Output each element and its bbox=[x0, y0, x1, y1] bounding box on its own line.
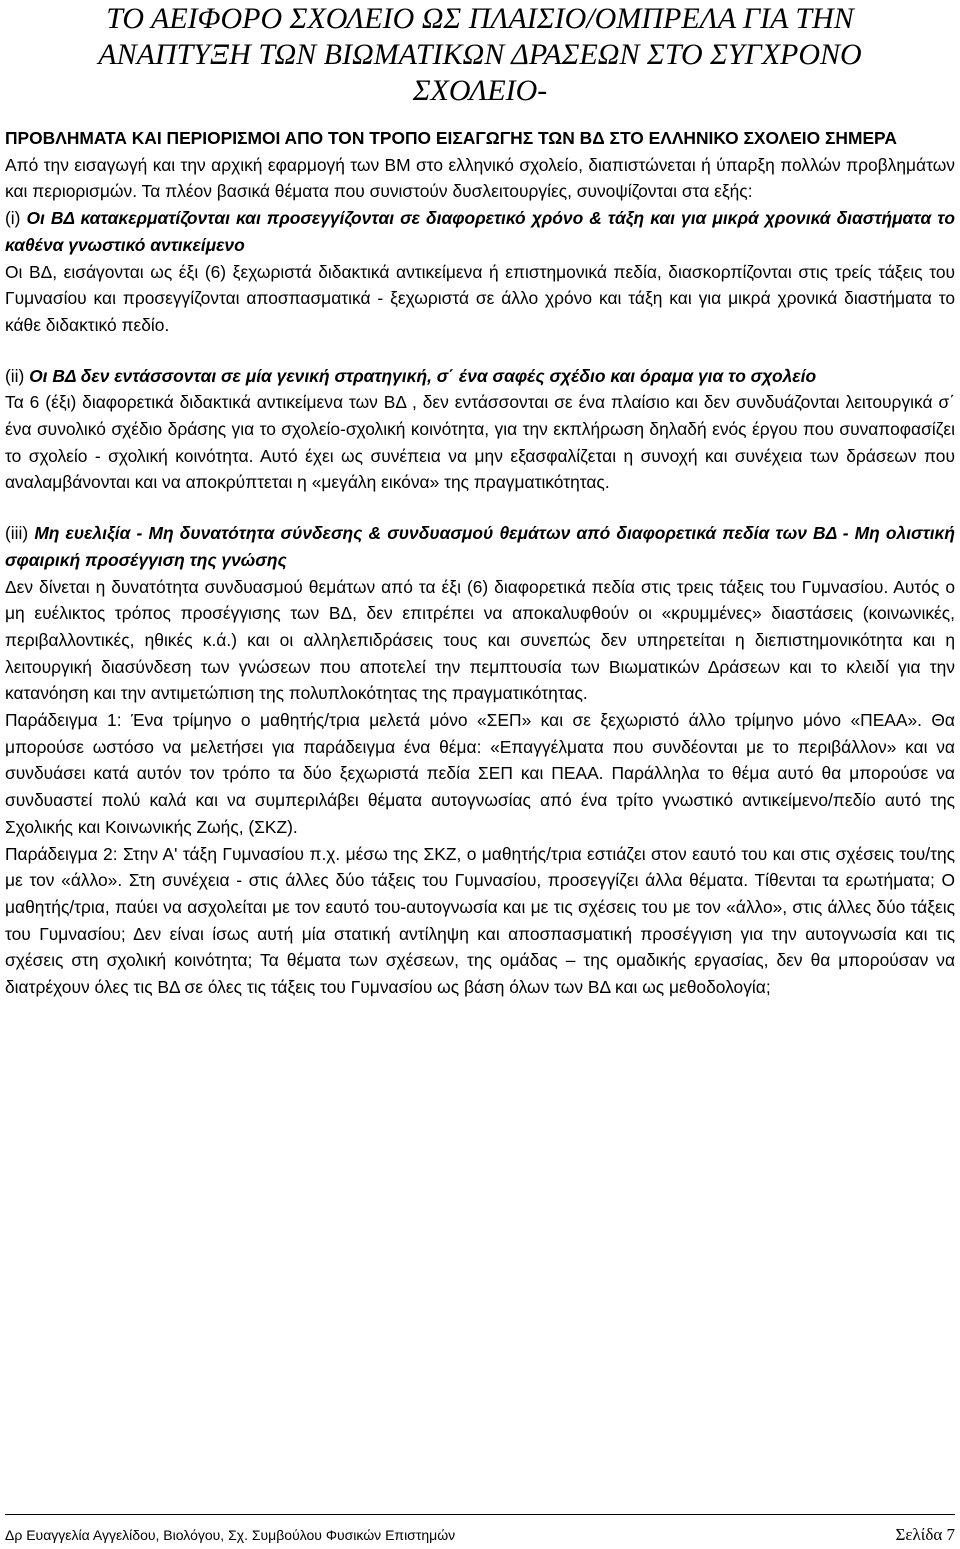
spacer bbox=[5, 496, 955, 520]
section-title: ΠΡΟΒΛΗΜΑΤΑ ΚΑΙ ΠΕΡΙΟΡΙΣΜΟΙ ΑΠΟ ΤΟΝ ΤΡΟΠΟ ΕΙΣΑΓΩΓΗΣ ΤΩΝ ΒΔ ΣΤΟ ΕΛΛΗΝΙΚΟ ΣΧΟΛΕΙΟ ΣΗΜΕΡΑ bbox=[5, 128, 897, 148]
point-1-body: Οι ΒΔ, εισάγονται ως έξι (6) ξεχωριστά διδακτικά αντικείμενα ή επιστημονικά πεδία, διασκορπίζονται στις τρείς τάξεις του Γυμνασίου και προσεγγίζονται αποσπασματικά - ξεχωριστά σε άλλο χρόνο και τάξη και για μικρά χρονικά διαστήματα το κάθε διδακτικό πεδίο. bbox=[5, 261, 955, 335]
example-2: Παράδειγμα 2: Στην Α' τάξη Γυμνασίου π.χ. μέσω της ΣΚΖ, ο μαθητής/τρια εστιάζει στον εαυτό του και στις σχέσεις του/της με τον «άλλο». Στη συνέχεια - στις άλλες δύο τάξεις του Γυμνασίου, προσεγγίζει άλλα θέματα. Τίθενται τα ερωτήματα; Ο μαθητής/τρια, παύει να ασχολείται με τον εαυτό του-αυτογνωσία και με τις σχέσεις του με τον «άλλο», στις άλλες δύο τάξεις του Γυμνασίου; Δεν είναι ίσως αυτή μία στατική αντίληψη και αποσπασματική προσέγγιση για την αυτογνωσία και τις σχέσεις στη σχολική κοινότητα; Τα θέματα των σχέσεων, της ομάδας – της ομαδικής εργασίας, δεν θα μπορούσαν να διατρέχουν όλες τις ΒΔ σε όλες τις τάξεις του Γυμνασίου ως βάση όλων των ΒΔ και ως μεθοδολογία; bbox=[5, 843, 955, 998]
point-1 bbox=[5, 205, 955, 258]
example-1: Παράδειγμα 1: Ένα τρίμηνο ο μαθητής/τρια μελετά μόνο «ΣΕΠ» και σε ξεχωριστό άλλο τρίμηνο μόνο «ΠΕΑΑ». Θα μπορούσε ωστόσο να μελετήσει για παράδειγμα ένα θέμα: «Επαγγέλματα που συνδέονται με το περιβάλλον» και να συνδυάσει κατά αυτόν τον τρόπο τα δύο ξεχωριστά πεδία ΣΕΠ και ΠΕΑΑ. Παράλληλα το θέμα αυτό θα μπορούσε να συνδυαστεί πολύ καλά και να συμπεριλάβει θέματα αυτογνωσίας από ένα τρίτο γνωστικό αντικείμενο/πεδίο αυτό της Σχολικής και Κοινωνικής Ζωής, (ΣΚΖ). bbox=[5, 710, 955, 837]
point-3 bbox=[5, 520, 955, 573]
document-footer bbox=[5, 1524, 955, 1546]
point-2-heading: Οι ΒΔ δεν εντάσσονται σε μία γενική στρατηγική, σ΄ ένα σαφές σχέδιο και όραμα για το σχολείο bbox=[29, 365, 817, 386]
point-1-heading: Οι ΒΔ κατακερματίζονται και προσεγγίζονται σε διαφορετικό χρόνο & τάξη και για μικρά χρονικά διαστήματα το καθένα γνωστικό αντικείμενο bbox=[5, 208, 955, 255]
point-3-body: Δεν δίνεται η δυνατότητα συνδυασμού θεμάτων από τα έξι (6) διαφορετικά πεδία στις τρεις τάξεις του Γυμνασίου. Αυτός ο μη ευέλικτος τρόπος προσέγγισης των ΒΔ, δεν επιτρέπει να αποκαλυφθούν οι «κρυμμένες» διαστάσεις (κοινωνικές, περιβαλλοντικές, ηθικές κ.ά.) και οι αλληλεπιδράσεις τους και συνεπώς δεν υπηρετείται η διεπιστημονικότητα και η λειτουργική διασύνδεση των γνώσεων που αποτελεί την πεμπτουσία των Βιωματικών Δράσεων και το κλειδί για την κατανόηση και την αντιμετώπιση της πολυπλοκότητας της πραγματικότητας. bbox=[5, 576, 955, 704]
point-3-number: (iii) bbox=[5, 523, 35, 544]
point-2 bbox=[5, 363, 955, 390]
document-body bbox=[5, 112, 955, 1001]
document-header bbox=[0, 0, 960, 107]
point-3-heading: Μη ευελιξία - Μη δυνατότητα σύνδεσης & συνδυασμού θεμάτων από διαφορετικά πεδία των ΒΔ - Μη ολιστική σφαιρική προσέγγιση της γνώσης bbox=[5, 523, 955, 570]
footer-author: Δρ Ευαγγελία Αγγελίδου, Βιολόγου, Σχ. Συμβούλου Φυσικών Επιστημών bbox=[5, 1527, 456, 1543]
page-number: Σελίδα 7 bbox=[895, 1525, 955, 1544]
point-2-body: Τα 6 (έξι) διαφορετικά διδακτικά αντικείμενα των ΒΔ , δεν εντάσσονται σε ένα πλαίσιο και δεν συνδυάζονται λειτουργικά σ΄ ένα συνολικό σχέδιο δράσης για το σχολείο-σχολική κοινότητα, για την εκπλήρωση δηλαδή ενός έργου που συναποφασίζει το σχολείο - σχολική κοινότητα. Αυτό έχει ως συνέπεια να μην εξασφαλίζεται η συνοχή και συνέχεια των δράσεων που αναλαμβάνονται και να αποκρύπτεται η «μεγάλη εικόνα» της πραγματικότητας. bbox=[5, 392, 955, 493]
header-line-3: ΣΧΟΛΕΙΟ- bbox=[412, 74, 548, 107]
spacer bbox=[5, 339, 955, 363]
header-line-1: ΤΟ ΑΕΙΦΟΡΟ ΣΧΟΛΕΙΟ ΩΣ ΠΛΑΙΣΙΟ/ΟΜΠΡΕΛΑ ΓΙΑ ΤΗΝ bbox=[106, 2, 854, 35]
point-1-number: (i) bbox=[5, 208, 27, 229]
point-2-number: (ii) bbox=[5, 365, 30, 386]
header-line-2: ΑΝΑΠΤΥΞΗ ΤΩΝ ΒΙΩΜΑΤΙΚΩΝ ΔΡΑΣΕΩΝ ΣΤΟ ΣΥΓΧΡΟΝΟ bbox=[98, 38, 862, 71]
footer-divider bbox=[5, 1514, 955, 1515]
intro-paragraph: Από την εισαγωγή και την αρχική εφαρμογή των ΒΜ στο ελληνικό σχολείο, διαπιστώνεται ή ύπαρξη πολλών προβλημάτων και περιορισμών. Τα πλέον βασικά θέματα που συνιστούν δυσλειτουργίες, συνοψίζονται στα εξής: bbox=[5, 154, 955, 202]
